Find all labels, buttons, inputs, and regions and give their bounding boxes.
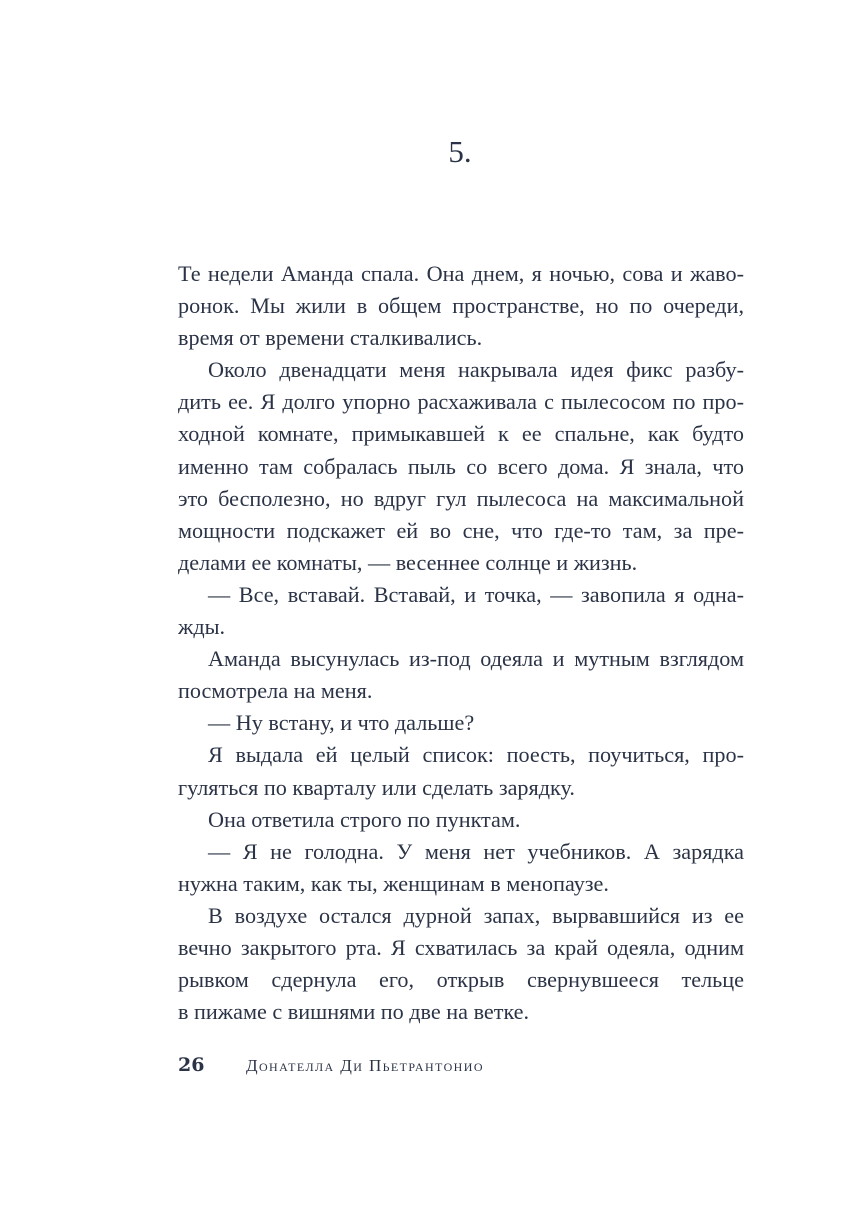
text-line: ходной комнате, примыкавшей к ее спальне, как будто [178,421,744,447]
text-line: Она ответила строго по пунктам. [208,806,521,832]
text-line: именно там собралась пыль со всего дома. Я знала, что [178,453,744,479]
text-line: Аманда высунулась из-под одеяла и мутным взглядом [208,646,744,672]
text-line: мощности подскажет ей во сне, что где-то там, за пре- [178,517,744,543]
text-line: гуляться по кварталу или сделать зарядку. [178,774,575,800]
body-text [178,258,744,1028]
text-line: Я выдала ей целый список: поесть, поучиться, про- [208,742,744,768]
text-line: — Я не голодна. У меня нет учебников. А зарядка [208,838,744,864]
text-line: — Ну встану, и что дальше? [208,710,475,736]
page-number: 26 [178,1054,205,1076]
text-line: это бесполезно, но вдруг гул пылесоса на максимальной [178,485,744,511]
text-line: дить ее. Я долго упорно расхаживала с пылесосом по про- [178,389,744,415]
text-line: В воздухе остался дурной запах, вырвавшийся из ее [208,902,744,928]
text-line: Около двенадцати меня накрывала идея фикс разбу- [208,357,744,383]
text-line: нужна таким, как ты, женщинам в менопаузе. [178,870,609,896]
running-head-author: Донателла Ди Пьетрантонио [246,1056,484,1075]
text-line: рывком сдернула его, открыв свернувшееся тельце [178,967,744,993]
text-line: — Все, вставай. Вставай, и точка, — завопила я однa- [208,581,744,607]
text-line: ронок. Мы жили в общем пространстве, но по очереди, [178,293,744,319]
text-line: жды. [178,614,226,640]
text-line: время от времени сталкивались. [178,325,483,351]
text-line: посмотрела на меня. [178,678,373,704]
text-line: в пижаме с вишнями по две на ветке. [178,999,530,1025]
text-line: вечно закрытого рта. Я схватилась за край одеяла, одним [178,934,744,960]
chapter-number: 5. [448,134,472,169]
text-line: Те недели Аманда спала. Она днем, я ночью, сова и жаво- [178,261,744,286]
text-line: делами ее комнаты, — весеннее солнце и жизнь. [178,549,638,575]
page-footer [178,1054,484,1082]
